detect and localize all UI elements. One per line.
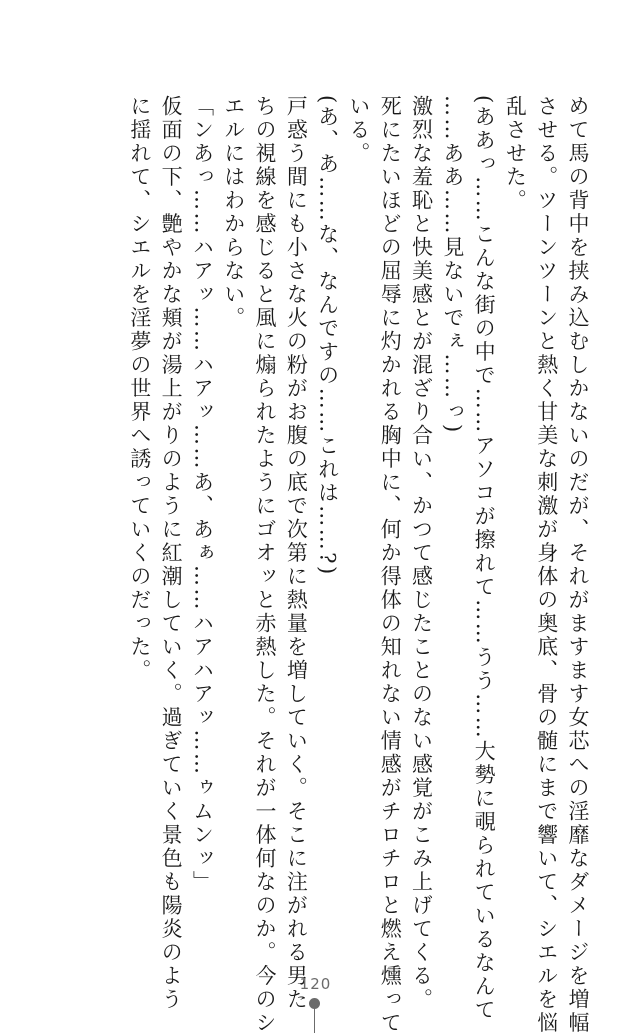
text-line: (ああっ……こんな街の中で……アソコが擦れて……うう……大勢に覗られているなんて: [472, 95, 497, 1023]
text-line: 「ンあっ……ハアッ……ハアッ……あ、あぁ……ハアハアッ……ゥムンッ」: [190, 95, 215, 894]
text-line: 激烈な羞恥と快美感とが混ざり合い、かつて感じたことのない感覚がこみ上げてくる。: [409, 95, 434, 1012]
text-line: (あ、あ……な、なんですの……これは……?): [315, 95, 340, 577]
text-line: 戸惑う間にも小さな火の粉がお腹の底で次第に熱量を増していく。そこに注がれる男た: [284, 95, 309, 1012]
text-line: エルにはわからない。: [221, 95, 246, 330]
text-line: めて馬の背中を挟み込むしかないのだが、それがますます女芯への淫靡なダメージを増幅: [566, 95, 590, 1035]
text-line: させる。ツーンツーンと熱く甘美な刺激が身体の奥底、骨の髄にまで響いて、シエルを悩: [534, 95, 559, 1035]
page-number: 120: [299, 975, 332, 993]
text-line: 仮面の下、艶やかな頬が湯上がりのように紅潮していく。過ぎていく景色も陽炎のよう: [159, 95, 184, 1012]
text-line: いる。: [346, 95, 371, 166]
text-line: 死にたいほどの屈辱に灼かれる胸中に、何か得体の知れない情感がチロチロと燃え燻って: [378, 95, 403, 1035]
text-line: 乱させた。: [503, 95, 528, 213]
text-line: に揺れて、シエルを淫夢の世界へ誘っていくのだった。: [127, 95, 152, 683]
text-line: ちの視線を感じると風に煽られたようにゴオッと赤熱した。それが一体何なのか。今のシ: [253, 95, 278, 1035]
page-marker-line: [314, 1008, 315, 1033]
text-line: ……ああ……見ないでぇ……っ): [440, 95, 465, 435]
